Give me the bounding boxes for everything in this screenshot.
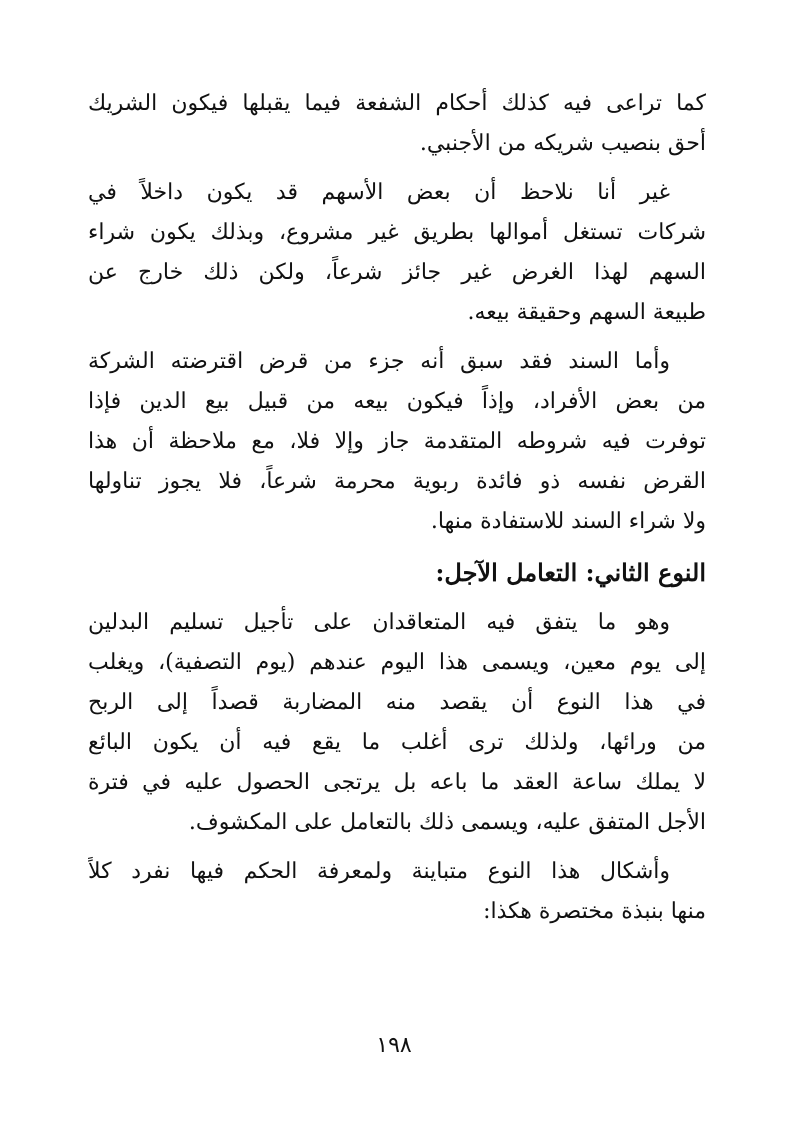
text-line: شركات تستغل أموالها بطريق غير مشروع، وبذلك يكون شراء [88,220,706,245]
text-line: غير أنا نلاحظ أن بعض الأسهم قد يكون داخلاً في [88,180,670,205]
text-line: منها بنبذة مختصرة هكذا: [483,899,706,924]
paragraph-shares [88,173,706,333]
text-line: القرض نفسه ذو فائدة ربوية محرمة شرعاً، فلا يجوز تناولها [88,469,706,494]
text-line: لا يملك ساعة العقد ما باعه بل يرتجى الحصول عليه في فترة [88,770,706,795]
text-line: وهو ما يتفق فيه المتعاقدان على تأجيل تسليم البدلين [88,610,670,635]
text-line: الأجل المتفق عليه، ويسمى ذلك بالتعامل على المكشوف. [188,810,706,835]
text-line: كما تراعى فيه كذلك أحكام الشفعة فيما يقبلها فيكون الشريك [88,91,706,116]
paragraph-bonds [88,342,706,542]
text-line: وأما السند فقد سبق أنه جزء من قرض اقترضته الشركة [88,349,670,374]
section-heading: النوع الثاني: التعامل الآجل: [435,558,706,587]
text-line: ولا شراء السند للاستفادة منها. [430,509,706,534]
text-line: السهم لهذا الغرض غير جائز شرعاً، ولكن ذلك خارج عن [88,260,706,285]
paragraph-forms [88,852,706,932]
page-number: ١٩٨ [376,1033,412,1058]
paragraph-deferred-dealing [88,603,706,843]
text-line: في هذا النوع أن يقصد منه المضاربة قصداً إلى الربح [88,690,706,715]
page-body [88,84,706,941]
text-line: من بعض الأفراد، وإذاً فيكون بيعه من قبيل بيع الدين فإذا [88,389,706,414]
text-line: وأشكال هذا النوع متباينة ولمعرفة الحكم فيها نفرد كلاً [88,859,670,884]
text-line: إلى يوم معين، ويسمى هذا اليوم عندهم (يوم التصفية)، ويغلب [88,650,706,675]
text-line: من ورائها، ولذلك ترى أغلب ما يقع فيه أن يكون البائع [88,730,706,755]
text-line: أحق بنصيب شريكه من الأجنبي. [419,131,706,156]
text-line: توفرت فيه شروطه المتقدمة جاز وإلا فلا، مع ملاحظة أن هذا [88,429,706,454]
paragraph-shufa [88,84,706,164]
text-line: طبيعة السهم وحقيقة بيعه. [467,300,706,325]
